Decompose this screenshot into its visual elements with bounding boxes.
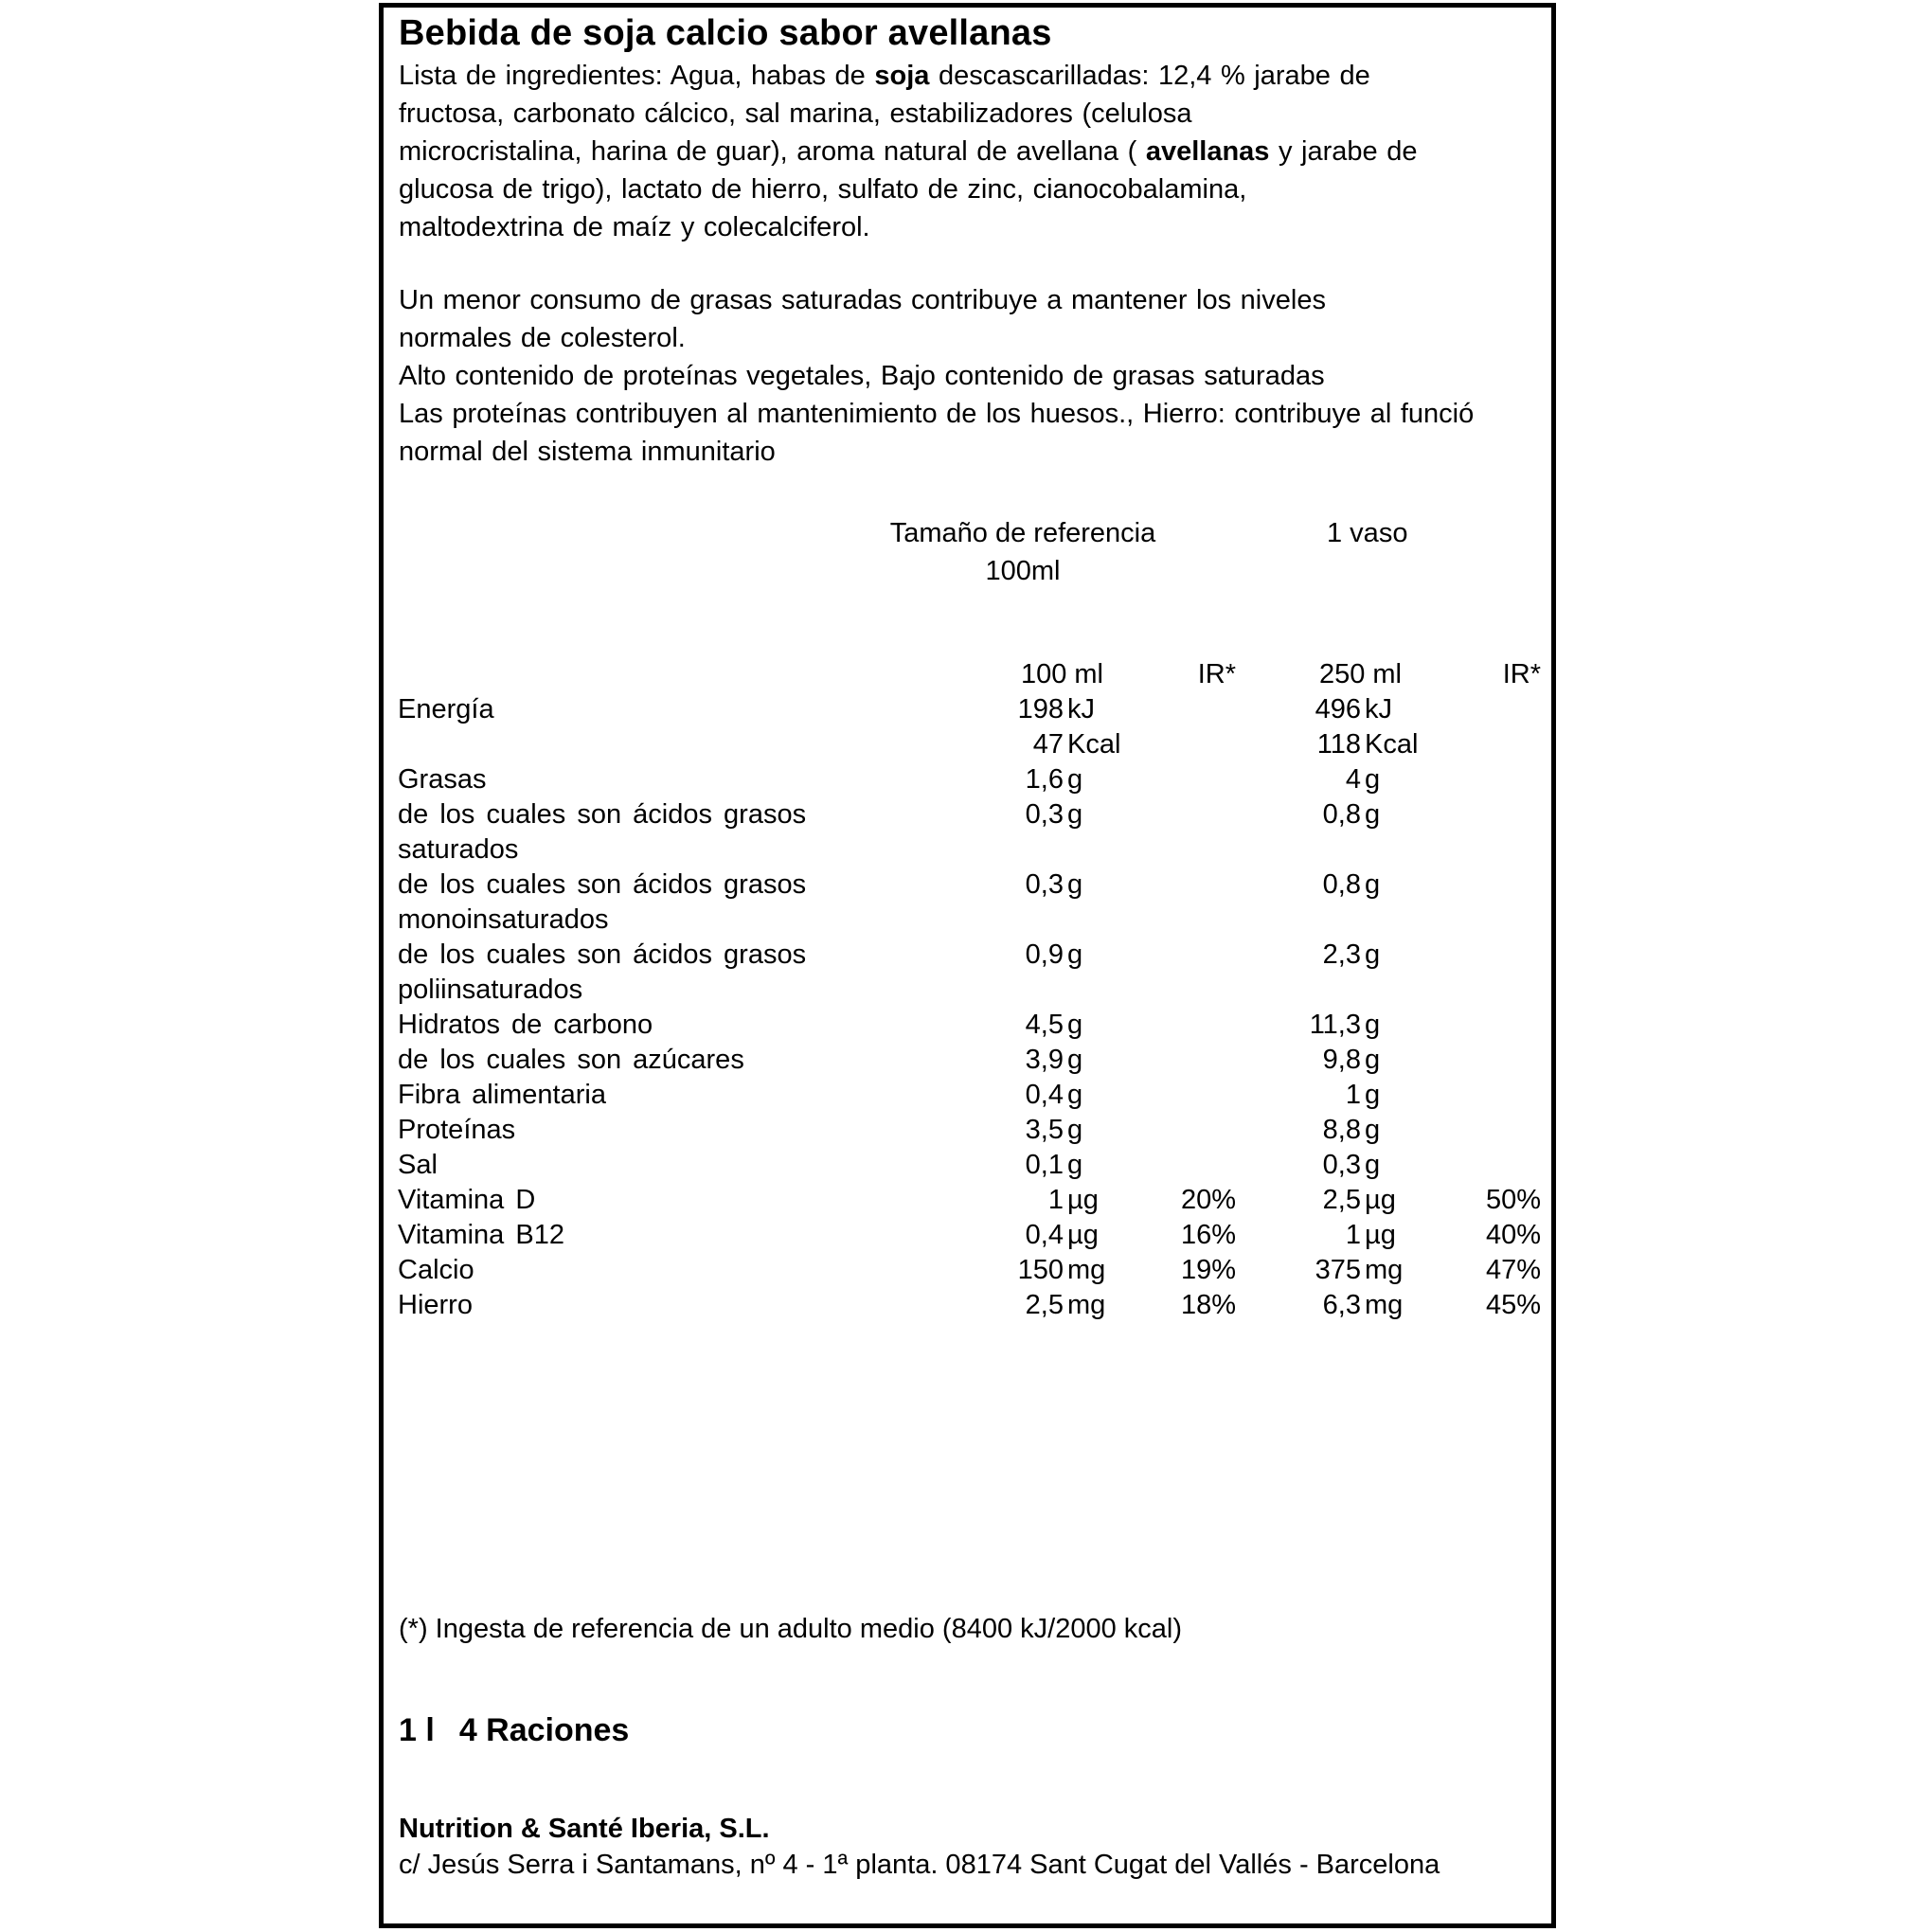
value-100ml: 0,3 bbox=[1025, 869, 1064, 900]
ingredients-line bbox=[399, 57, 1516, 95]
unit-100ml: g bbox=[1067, 1080, 1083, 1110]
table-row-poliinsaturados bbox=[398, 938, 1541, 1008]
unit-250ml: Kcal bbox=[1365, 729, 1419, 760]
nutrient-label: de los cuales son ácidos grasos saturados bbox=[398, 799, 807, 865]
value-100ml: 1,6 bbox=[1025, 764, 1064, 795]
nutrient-label: Hierro bbox=[398, 1290, 473, 1320]
ingredients-line bbox=[399, 133, 1516, 170]
value-100ml: 1 bbox=[1047, 1185, 1064, 1215]
nutrient-label: Vitamina D bbox=[398, 1185, 536, 1215]
value-250ml: 118 bbox=[1316, 729, 1361, 760]
table-row-proteinas bbox=[398, 1113, 1541, 1148]
ingredients-text: fructosa, carbonato cálcico, sal marina, estabilizadores (celulosa bbox=[399, 98, 1192, 129]
value-100ml: 3,5 bbox=[1025, 1115, 1064, 1145]
value-250ml: 2,3 bbox=[1322, 939, 1361, 970]
ir-100ml: 19% bbox=[1180, 1255, 1236, 1285]
value-250ml: 375 bbox=[1315, 1255, 1361, 1285]
col-header-100ml: 100 ml bbox=[1020, 659, 1103, 689]
ingredients-text: maltodextrina de maíz y colecalciferol. bbox=[399, 212, 870, 242]
value-250ml: 0,8 bbox=[1322, 799, 1361, 830]
table-row-fibra bbox=[398, 1078, 1541, 1113]
nutrient-label: de los cuales son ácidos grasos poliinsaturados bbox=[398, 939, 807, 1005]
reference-size-label: Tamaño de referencia bbox=[889, 518, 1156, 548]
value-250ml: 4 bbox=[1345, 764, 1361, 795]
ir-100ml: 18% bbox=[1180, 1290, 1236, 1320]
col-header-ir-100: IR* bbox=[1197, 659, 1236, 689]
unit-100ml: g bbox=[1067, 1115, 1083, 1145]
unit-250ml: g bbox=[1365, 1010, 1381, 1040]
value-100ml: 2,5 bbox=[1025, 1290, 1064, 1320]
nutrient-label: Calcio bbox=[398, 1255, 474, 1285]
servings-line bbox=[399, 1712, 629, 1749]
unit-100ml: g bbox=[1067, 869, 1083, 900]
value-100ml: 0,4 bbox=[1025, 1220, 1064, 1250]
reference-intake-footnote: (*) Ingesta de referencia de un adulto medio (8400 kJ/2000 kcal) bbox=[399, 1614, 1182, 1644]
value-100ml: 3,9 bbox=[1025, 1045, 1064, 1075]
unit-100ml: µg bbox=[1067, 1220, 1099, 1250]
claim-saturated-fat: Un menor consumo de grasas saturadas contribuye a mantener los niveles normales de colesterol. bbox=[399, 285, 1326, 353]
value-100ml: 0,4 bbox=[1025, 1080, 1064, 1110]
unit-250ml: g bbox=[1365, 1115, 1381, 1145]
claim-protein-content: Alto contenido de proteínas vegetales, Bajo contenido de grasas saturadas bbox=[399, 361, 1325, 391]
unit-100ml: g bbox=[1067, 1150, 1083, 1180]
value-250ml: 6,3 bbox=[1322, 1290, 1361, 1320]
unit-250ml: g bbox=[1365, 1150, 1381, 1180]
unit-250ml: µg bbox=[1365, 1185, 1396, 1215]
servings-value: 4 Raciones bbox=[458, 1712, 630, 1748]
manufacturer-name: Nutrition & Santé Iberia, S.L. bbox=[399, 1814, 770, 1844]
unit-250ml: g bbox=[1365, 799, 1381, 830]
ingredients-line bbox=[399, 170, 1516, 208]
reference-size-value: 100ml bbox=[985, 556, 1061, 586]
value-100ml: 198 bbox=[1017, 694, 1064, 724]
reference-size-header bbox=[739, 514, 1307, 590]
col-header-ir-250: IR* bbox=[1502, 659, 1541, 689]
unit-250ml: g bbox=[1365, 1080, 1381, 1110]
unit-100ml: mg bbox=[1067, 1290, 1106, 1320]
nutrient-label: Hidratos de carbono bbox=[398, 1010, 653, 1040]
ingredients-text: descascarilladas: 12,4 % jarabe de bbox=[929, 61, 1370, 91]
unit-100ml: g bbox=[1067, 1045, 1083, 1075]
ingredients-text: glucosa de trigo), lactato de hierro, sulfato de zinc, cianocobalamina, bbox=[399, 174, 1247, 205]
unit-250ml: g bbox=[1365, 869, 1381, 900]
col-header-250ml: 250 ml bbox=[1318, 659, 1402, 689]
unit-100ml: g bbox=[1067, 799, 1083, 830]
unit-250ml: g bbox=[1365, 764, 1381, 795]
value-100ml: 0,1 bbox=[1025, 1150, 1064, 1180]
table-row-sal bbox=[398, 1148, 1541, 1183]
ingredients-paragraph bbox=[399, 57, 1516, 246]
value-250ml: 11,3 bbox=[1309, 1010, 1361, 1040]
product-title: Bebida de soja calcio sabor avellanas bbox=[399, 13, 1052, 53]
table-row-energia bbox=[398, 692, 1541, 727]
unit-250ml: µg bbox=[1365, 1220, 1396, 1250]
table-row-hierro bbox=[398, 1288, 1541, 1323]
value-250ml: 8,8 bbox=[1322, 1115, 1361, 1145]
table-row-saturados bbox=[398, 797, 1541, 868]
nutrient-label: Sal bbox=[398, 1150, 438, 1180]
ir-250ml: 50% bbox=[1485, 1185, 1541, 1215]
manufacturer-address: c/ Jesús Serra i Santamans, nº 4 - 1ª planta. 08174 Sant Cugat del Vallés - Barcelona bbox=[399, 1850, 1440, 1880]
value-100ml: 0,3 bbox=[1025, 799, 1064, 830]
unit-100ml: µg bbox=[1067, 1185, 1099, 1215]
table-row-azucares bbox=[398, 1043, 1541, 1078]
ingredients-text: y jarabe de bbox=[1269, 136, 1418, 167]
value-250ml: 0,3 bbox=[1322, 1150, 1361, 1180]
ingredients-line bbox=[399, 95, 1516, 133]
nutrient-label: de los cuales son azúcares bbox=[398, 1045, 744, 1075]
table-row-hidratos bbox=[398, 1008, 1541, 1043]
table-row-vitamina-d bbox=[398, 1183, 1541, 1218]
unit-250ml: mg bbox=[1365, 1290, 1404, 1320]
unit-250ml: mg bbox=[1365, 1255, 1404, 1285]
unit-100ml: kJ bbox=[1067, 694, 1095, 724]
value-250ml: 496 bbox=[1315, 694, 1361, 724]
value-100ml: 0,9 bbox=[1025, 939, 1064, 970]
glass-serving-label: 1 vaso bbox=[1327, 518, 1408, 548]
value-250ml: 2,5 bbox=[1322, 1185, 1361, 1215]
unit-100ml: g bbox=[1067, 764, 1083, 795]
unit-250ml: g bbox=[1365, 1045, 1381, 1075]
unit-250ml: kJ bbox=[1365, 694, 1392, 724]
ir-100ml: 16% bbox=[1180, 1220, 1236, 1250]
nutrition-table bbox=[398, 657, 1541, 1323]
ingredients-text: microcristalina, harina de guar), aroma natural de avellana ( bbox=[399, 136, 1146, 167]
nutrient-label: Fibra alimentaria bbox=[398, 1080, 606, 1110]
ingredients-bold-soja: soja bbox=[874, 61, 930, 91]
nutrient-label: Energía bbox=[398, 694, 494, 724]
unit-100ml: g bbox=[1067, 1010, 1083, 1040]
ir-250ml: 47% bbox=[1485, 1255, 1541, 1285]
table-header-row bbox=[398, 657, 1541, 692]
nutrient-label: Vitamina B12 bbox=[398, 1220, 564, 1250]
unit-100ml: mg bbox=[1067, 1255, 1106, 1285]
col-header-nutrient bbox=[398, 657, 909, 692]
value-250ml: 0,8 bbox=[1322, 869, 1361, 900]
table-row-vitamina-b12 bbox=[398, 1218, 1541, 1253]
unit-250ml: g bbox=[1365, 939, 1381, 970]
ingredients-bold-avellanas: avellanas bbox=[1145, 136, 1270, 167]
manufacturer-block bbox=[399, 1811, 1440, 1883]
table-row-energia-kcal bbox=[398, 727, 1541, 762]
ingredients-text: Lista de ingredientes: Agua, habas de bbox=[399, 61, 875, 91]
health-claims bbox=[399, 281, 1516, 471]
value-250ml: 1 bbox=[1345, 1080, 1361, 1110]
unit-100ml: Kcal bbox=[1067, 729, 1121, 760]
table-row-monoinsaturados bbox=[398, 868, 1541, 938]
nutrient-label: Proteínas bbox=[398, 1115, 516, 1145]
nutrient-label: de los cuales son ácidos grasos monoinsaturados bbox=[398, 869, 807, 935]
value-100ml: 47 bbox=[1032, 729, 1064, 760]
ir-100ml: 20% bbox=[1180, 1185, 1236, 1215]
ir-250ml: 45% bbox=[1485, 1290, 1541, 1320]
unit-100ml: g bbox=[1067, 939, 1083, 970]
value-100ml: 150 bbox=[1017, 1255, 1064, 1285]
ingredients-line bbox=[399, 208, 1516, 246]
value-100ml: 4,5 bbox=[1025, 1010, 1064, 1040]
ir-250ml: 40% bbox=[1485, 1220, 1541, 1250]
value-250ml: 9,8 bbox=[1322, 1045, 1361, 1075]
claim-protein-bones-iron: Las proteínas contribuyen al mantenimiento de los huesos., Hierro: contribuye al funció normal del sistema inmunitario bbox=[399, 399, 1475, 467]
volume-value: 1 l bbox=[399, 1712, 435, 1748]
value-250ml: 1 bbox=[1345, 1220, 1361, 1250]
nutrition-label-page bbox=[379, 3, 1556, 1928]
table-row-grasas bbox=[398, 762, 1541, 797]
table-row-calcio bbox=[398, 1253, 1541, 1288]
nutrient-label: Grasas bbox=[398, 764, 487, 795]
